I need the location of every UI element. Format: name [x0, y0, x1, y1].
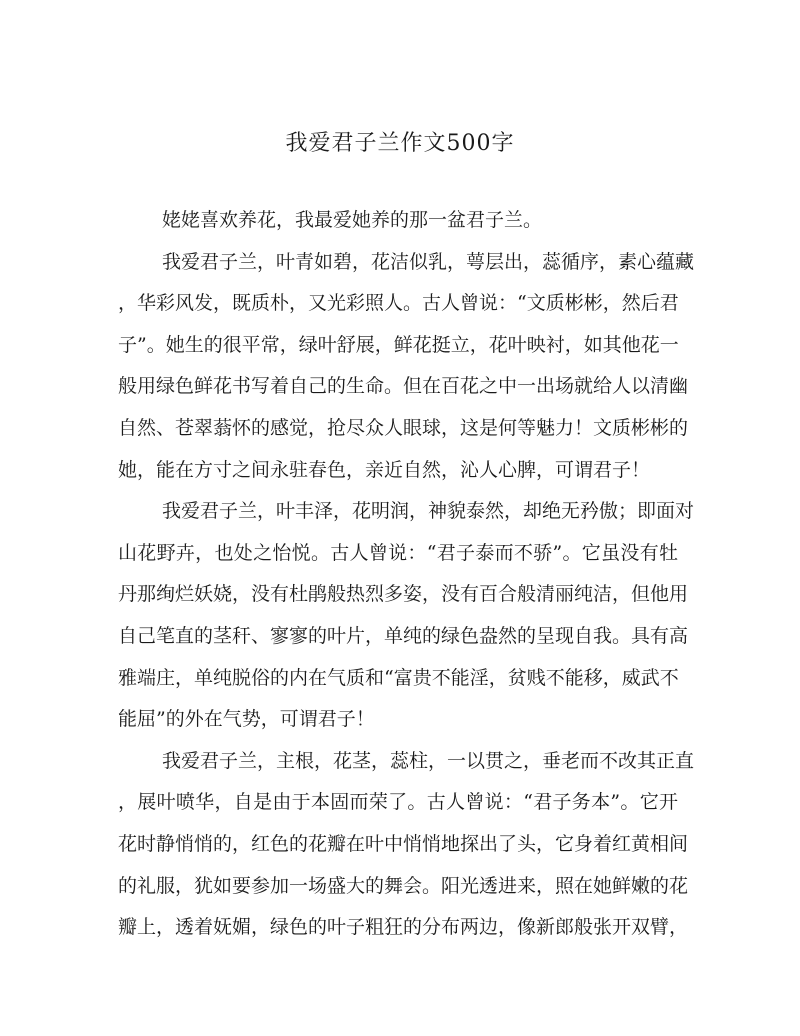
- text-line: 的礼服，犹如要参加一场盛大的舞会。阳光透进来，照在她鲜嫩的花: [118, 874, 689, 897]
- text-line: 姥姥喜欢养花，我最爱她养的那一盆君子兰。: [162, 209, 543, 231]
- text-line: 她，能在方寸之间永驻春色，亲近自然，沁人心脾，可谓君子！: [118, 458, 651, 481]
- essay-body: [118, 200, 695, 949]
- text-line: 能屈”的外在气势，可谓君子！: [118, 708, 375, 731]
- text-line: 自然、苍翠蓊怀的感觉，抢尽众人眼球，这是何等魅力！文质彬彬的: [118, 416, 689, 439]
- text-line: ，华彩风发，既质朴，又光彩照人。古人曾说：“文质彬彬，然后君: [118, 292, 679, 315]
- text-line: ，展叶喷华，自是由于本固而荣了。古人曾说：“君子务本”。它开: [118, 791, 678, 814]
- text-line: 花时静悄悄的，红色的花瓣在叶中悄悄地探出了头，它身着红黄相间: [118, 832, 689, 855]
- document-title: 我爱君子兰作文500字: [285, 131, 515, 156]
- text-line: 我爱君子兰，叶丰泽，花明润，神貌泰然，却绝无矜傲；即面对: [162, 500, 695, 523]
- text-line: 山花野卉，也处之怡悦。古人曾说：“君子泰而不骄”。它虽没有牡: [118, 541, 678, 564]
- text-line: 丹那绚烂妖娆，没有杜鹃般热烈多姿，没有百合般清丽纯洁，但他用: [118, 583, 689, 606]
- text-line: 我爱君子兰，叶青如碧，花洁似乳，萼层出，蕊循序，素心蕴藏: [162, 250, 695, 273]
- text-line: 子”。她生的很平常，绿叶舒展，鲜花挺立，花叶映衬，如其他花一: [118, 333, 679, 356]
- text-line: 自己笔直的茎秆、寥寥的叶片，单纯的绿色盎然的呈现自我。具有高: [118, 624, 689, 647]
- text-line: 我爱君子兰，主根，花茎，蕊柱，一以贯之，垂老而不改其正直: [162, 749, 695, 772]
- text-line: 瓣上，透着妩媚，绿色的叶子粗狂的分布两边，像新郎般张开双臂，: [118, 916, 689, 939]
- text-line: 般用绿色鲜花书写着自己的生命。但在百花之中一出场就给人以清幽: [118, 375, 689, 398]
- text-line: 雅端庄，单纯脱俗的内在气质和“富贵不能淫，贫贱不能移，威武不: [118, 666, 679, 689]
